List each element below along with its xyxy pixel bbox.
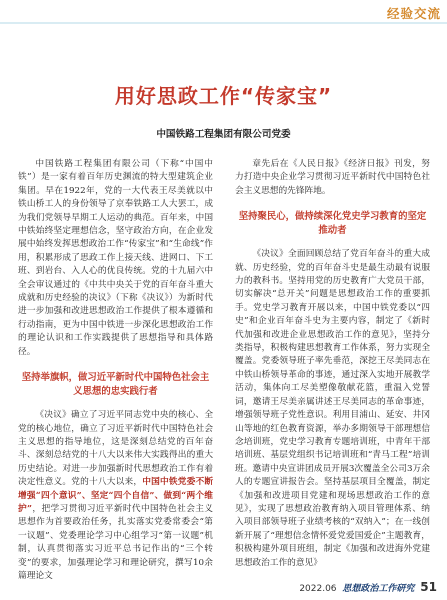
article-byline: 中国铁路工程集团有限公司党委 xyxy=(156,129,291,140)
paragraph-flag-highlight: 中国中铁党委不断增强“四个意识”、坚定“四个自信”、做到“两个维护” xyxy=(18,477,214,514)
paragraph-flag xyxy=(18,409,213,583)
page-number: 51 xyxy=(420,580,437,594)
header-rule xyxy=(0,22,447,24)
paragraph-continued: 章先后在《人民日报》《经济日报》刊发，努力打造中央企业学习贯彻习近平新时代中国特色社会主义思想的先锋阵地。 xyxy=(235,159,430,196)
subheading-flag: 坚持举旗帜，做习近平新时代中国特色社会主义思想的忠实践行者 xyxy=(21,372,210,398)
paragraph-flag-part1: 《决议》确立了习近平同志党中央的核心、全党的核心地位，确立了习近平新时代中国特色社会主义思想的指导地位，这是深刻总结党的百年奋斗、深刻总结党的十八大以来伟大实践得出的重大历史结论。对进一步加强新时代思想政治工作有着决定性意义。党的十八大以来， xyxy=(18,410,213,488)
column-tag: 经验交流 xyxy=(386,6,441,21)
paragraph-flag-part2: ，把学习贯彻习近平新时代中国特色社会主义思想作为首要政治任务，扎实落实党委常委会“第一议题”、党委理论学习中心组学习“第一议题”机制，认真贯彻落实习近平总书记作出的“三个转变”的要求，加强理论学习和理论研究，撰写10余篇理论文 xyxy=(18,503,213,581)
page-footer xyxy=(299,580,437,594)
paragraph-intro: 中国铁路工程集团有限公司（下称“中国中铁”）是一家有着百年历史渊流的特大型建筑企业集团。早在1922年，党的一大代表王尽美就以中铁山桥工人的身份领导了京奉铁路工人大罢工，成为我们党领导早期工人运动的典范。百年来，中国中铁始终坚定理想信念，坚守政治方向，在企业发展中始终发挥思想政治工作“传家宝”和“生命线”作用，积累形成了思政工作上接天线、进网口、下工班、到岩台、入人心的优良传统。党的十九届六中全会审议通过的《中共中央关于党的百年奋斗重大成就和历史经验的决议》（下称《决议》）为新时代进一步加强和改进思想政治工作提供了根本遵循和行动指南，更为中国中铁进一步深化思想政治工作的理论认识和工作实践提供了思想指导和具体路径。 xyxy=(18,159,213,357)
article-title: 用好思政工作“传家宝” xyxy=(114,84,333,108)
issue-date: 2022.06 xyxy=(299,584,337,594)
magazine-name: 思想政治工作研究 xyxy=(342,584,415,594)
right-column xyxy=(235,158,430,570)
paragraph-hearts: 《决议》全面回顾总结了党百年奋斗的重大成就、历史经验，党的百年奋斗史是最生动最有说服力的教科书。坚持用党的历史教育广大党员干部，切实解决“总开关”问题是思想政治工作的重要抓手。党史学习教育开展以来，中国中铁党委以“四史”和企业百年奋斗史为主要内容，制定了《新时代加强和改进企业思想政治工作的意见》，坚持分类指导，积极构建思想教育工作体系，努力实现全覆盖。党委领导班子率先垂范，深挖王尽美同志在中铁山桥领导革命的事迹，通过深入实地开展教学活动，集体向工尽美塑像敬献花篮，重温入党誓词，邀请王尽美亲属讲述王尽美同志的革命事迹，增强领导班子党性意识。利用目浦山、延安、井冈山等地的红色教育资源，举办多期领导干部理想信念培训班，党史学习教育专题培训班，中青年干部培训班、基层党组织书记培训班和“青马工程”培训班。邀请中央宣讲团成员开展3次覆盖全公司3万余人的专题宣讲报告会。坚持基层项目全覆盖，制定《加强和改进项目党建和现场思想政治工作的意见》，实现了思想政治教育纳入项目管理体系、纳入项目部领导班子业绩考核的“双纳入”；在一线创新开展了“理想信念情怀爱党爱国爱企”主题教育，积极构建外项目班组，制定《加强和改进海外党建思想政治工作的意见》 xyxy=(235,249,430,568)
left-column xyxy=(18,158,213,583)
subheading-hearts: 坚持聚民心，做持续深化党史学习教育的坚定推动者 xyxy=(238,211,427,237)
